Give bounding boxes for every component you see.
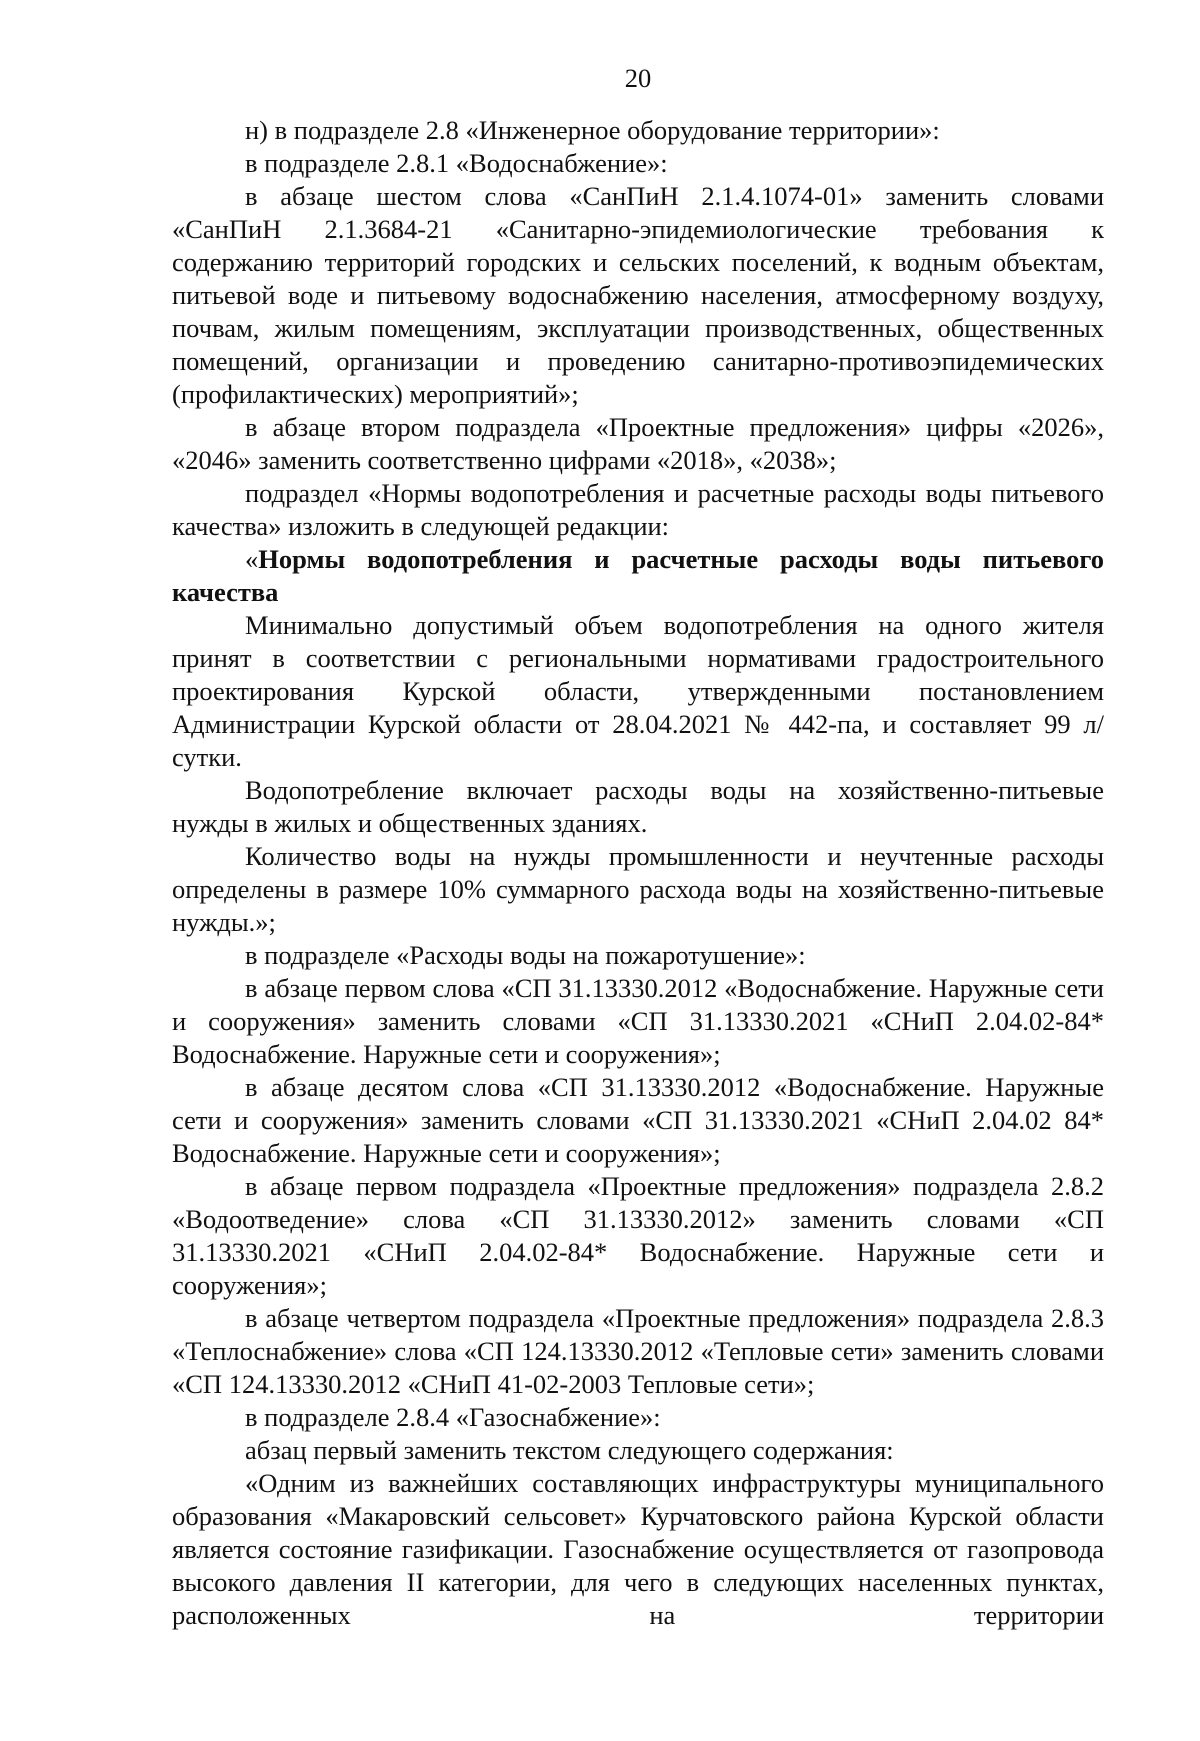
paragraph-gasification: «Одним из важнейших составляющих инфраструктуры муниципального образования «Макаровский сельсовет» Курчатовского района Курской области является состояние газификации. Газоснабжение осуществляется от газопровода высокого давления II категории, для чего в следующих населенных пунктах, расположенных на территории [172,1468,1104,1630]
paragraph-drainage: в абзаце первом подраздела «Проектные предложения» подраздела 2.8.2 «Водоотведение» слова «СП 31.13330.2012» заменить словами «СП 31.13330.2021 «СНиП 2.04.02-84* Водоснабжение. Наружные сети и сооружения»; [172,1171,1104,1300]
heading-quote: « [245,544,259,574]
section-heading [172,543,1104,609]
paragraph-subsection-2-8-1: в подразделе 2.8.1 «Водоснабжение»: [245,148,668,178]
paragraph-years-replacement: в абзаце втором подраздела «Проектные предложения» цифры «2026», «2046» заменить соответственно цифрами «2018», «2038»; [172,412,1104,475]
paragraph-fire-water: в подразделе «Расходы воды на пожаротушение»: [245,940,806,970]
paragraph-industry-water: Количество воды на нужды промышленности и неучтенные расходы определены в размере 10% суммарного расхода воды на хозяйственно-питьевые нужды.»; [172,841,1104,937]
paragraph-subsection-2-8: н) в подразделе 2.8 «Инженерное оборудование территории»: [245,115,940,145]
heading-title: Нормы водопотребления и расчетные расходы воды питьевого качества [172,544,1104,607]
paragraph-replace-first: абзац первый заменить текстом следующего содержания: [245,1435,894,1465]
paragraph-tenth-abzac: в абзаце десятом слова «СП 31.13330.2012 «Водоснабжение. Наружные сети и сооружения» заменить словами «СП 31.13330.2021 «СНиП 2.04.02 84* Водоснабжение. Наружные сети и сооружения»; [172,1072,1104,1168]
page-number: 20 [624,63,652,93]
paragraph-heat-supply: в абзаце четвертом подраздела «Проектные предложения» подраздела 2.8.3 «Теплоснабжение» слова «СП 124.13330.2012 «Тепловые сети» заменить словами «СП 124.13330.2012 «СНиП 41-02-2003 Тепловые сети»; [172,1303,1104,1399]
paragraph-min-consumption: Минимально допустимый объем водопотребления на одного жителя принят в соответствии с региональными нормативами градостроительного проектирования Курской области, утвержденными постановлением Администрации Курской области от 28.04.2021 № 442-па, и составляет 99 л/сутки. [172,610,1104,772]
paragraph-norms-intro: подраздел «Нормы водопотребления и расчетные расходы воды питьевого качества» изложить в следующей редакции: [172,478,1104,541]
paragraph-consumption-includes: Водопотребление включает расходы воды на хозяйственно-питьевые нужды в жилых и общественных зданиях. [172,775,1104,838]
paragraph-sanpin-replacement: в абзаце шестом слова «СанПиН 2.1.4.1074-01» заменить словами «СанПиН 2.1.3684-21 «Санитарно-эпидемиологические требования к содержанию территорий городских и сельских поселений, к водным объектам, питьевой воде и питьевому водоснабжению населения, атмосферному воздуху, почвам, жилым помещениям, эксплуатации производственных, общественных помещений, организации и проведению санитарно-противоэпидемических (профилактических) мероприятий»; [172,181,1104,409]
paragraph-gas-subsection: в подразделе 2.8.4 «Газоснабжение»: [245,1402,661,1432]
paragraph-first-abzac: в абзаце первом слова «СП 31.13330.2012 «Водоснабжение. Наружные сети и сооружения» заменить словами «СП 31.13330.2021 «СНиП 2.04.02-84* Водоснабжение. Наружные сети и сооружения»; [172,973,1104,1069]
